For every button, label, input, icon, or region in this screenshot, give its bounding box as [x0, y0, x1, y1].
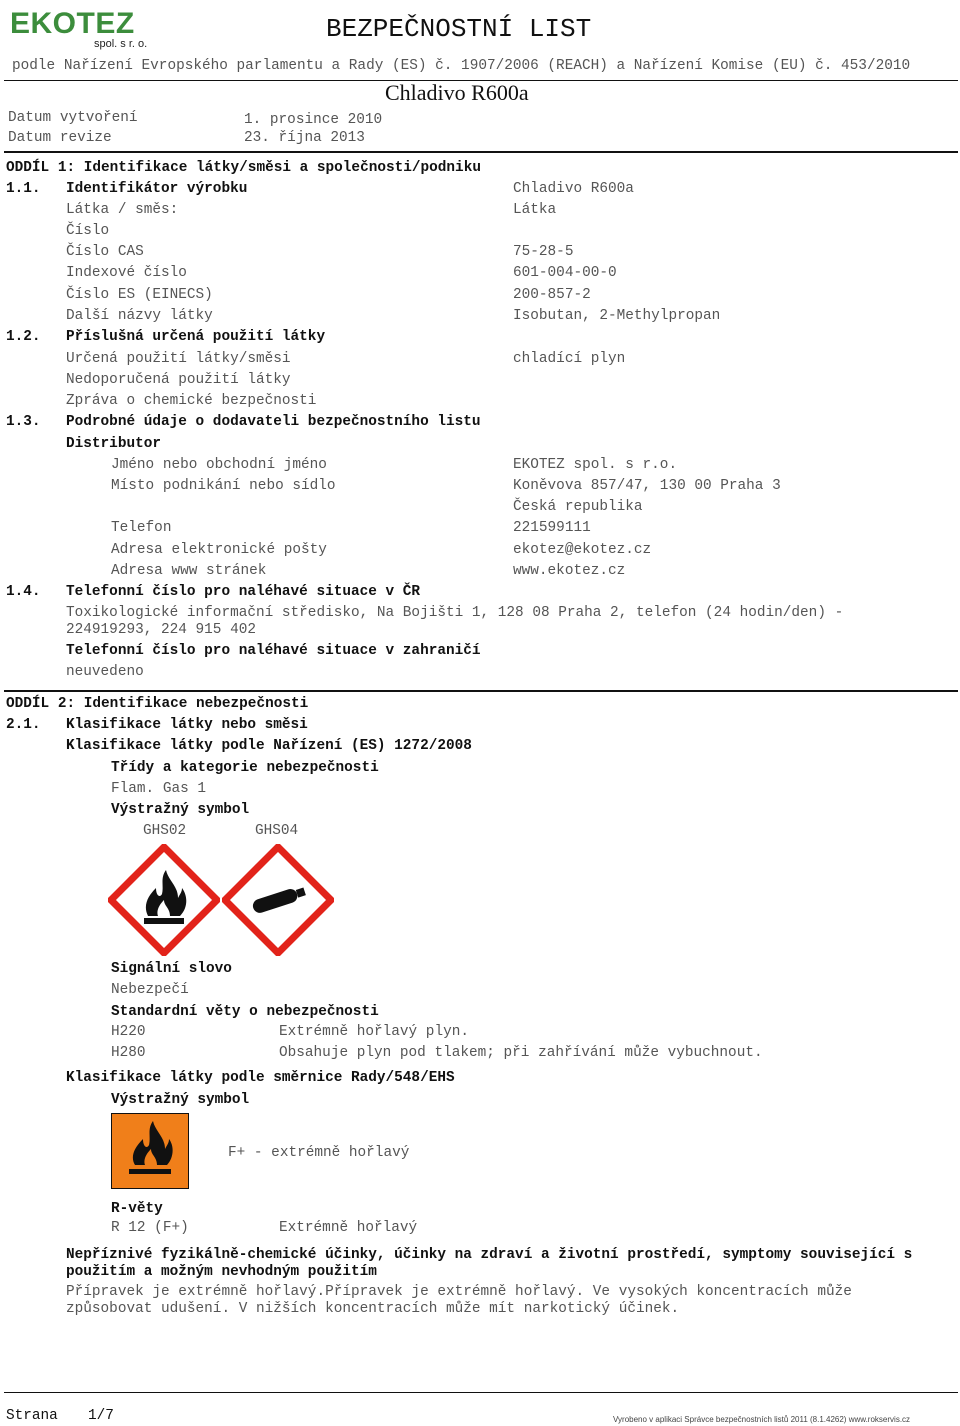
company-logo: [8, 6, 158, 50]
revised-label: Datum revize: [8, 130, 112, 146]
effects-text-line1: Přípravek je extrémně hořlavý.Přípravek je extrémně hořlavý. Ve vysokých koncentracích může: [66, 1284, 852, 1300]
web-value[interactable]: www.ekotez.cz: [513, 563, 626, 579]
footer-divider: [4, 1392, 958, 1393]
generator-note: Vyrobeno v aplikaci Správce bezpečnostních listů 2011 (8.1.4262) www.rokservis.cz: [613, 1415, 911, 1424]
regulation-line: podle Nařízení Evropského parlamentu a Rady (ES) č. 1907/2006 (REACH) a Nařízení Komise (EU) č. 453/2010: [12, 58, 911, 74]
page-number: 1/7: [88, 1408, 114, 1424]
report-label: Zpráva o chemické bezpečnosti: [66, 393, 317, 409]
company-name-value: EKOTEZ spol. s r.o.: [513, 457, 678, 473]
cas-value: 75-28-5: [513, 244, 574, 260]
use-value: chladící plyn: [513, 351, 626, 367]
header-divider-2: [4, 151, 958, 153]
hazard-classes-value: Flam. Gas 1: [111, 781, 206, 797]
hazard-statements-title: Standardní věty o nebezpečnosti: [111, 1004, 379, 1020]
dsd-flammable-icon: [111, 1113, 189, 1189]
hazard-classes-title: Třídy a kategorie nebezpečnosti: [111, 760, 379, 776]
s14-text-line2: 224919293, 224 915 402: [66, 622, 256, 638]
s13-title: Podrobné údaje o dodavateli bezpečnostního listu: [66, 414, 481, 430]
abroad-value: neuvedeno: [66, 664, 144, 680]
created-value: 1. prosince 2010: [244, 112, 383, 128]
logo-name: EKOTEZ: [10, 7, 135, 40]
s12-number: 1.2.: [6, 329, 41, 345]
h220-text: Extrémně hořlavý plyn.: [279, 1024, 469, 1040]
ghs04-code: GHS04: [255, 823, 299, 839]
section2-heading: ODDÍL 2: Identifikace nebezpečnosti: [6, 696, 309, 712]
r-phrases-title: R-věty: [111, 1201, 163, 1217]
address-value-1: Koněvova 857/47, 130 00 Praha 3: [513, 478, 781, 494]
dsd-title: Klasifikace látky podle směrnice Rady/548/EHS: [66, 1070, 455, 1086]
s14-number: 1.4.: [6, 584, 41, 600]
email-value[interactable]: ekotez@ekotez.cz: [513, 542, 652, 558]
ghs02-flame-icon: [108, 844, 220, 956]
effects-title-line1: Nepříznivé fyzikálně-chemické účinky, účinky na zdraví a životní prostředí, symptomy související s: [66, 1247, 913, 1263]
dsd-symbol-text: F+ - extrémně hořlavý: [228, 1145, 410, 1161]
h280-text: Obsahuje plyn pod tlakem; při zahřívání může vybuchnout.: [279, 1045, 763, 1061]
ghs02-code: GHS02: [143, 823, 187, 839]
logo-subtitle: spol. s r. o.: [94, 38, 148, 50]
s14-title: Telefonní číslo pro naléhavé situace v ČR: [66, 584, 421, 600]
r12-text: Extrémně hořlavý: [279, 1220, 418, 1236]
product-name: Chladivo R600a: [385, 80, 529, 105]
other-names-value: Isobutan, 2-Methylpropan: [513, 308, 721, 324]
revised-value: 23. října 2013: [244, 130, 365, 146]
s11-title: Identifikátor výrobku: [66, 181, 248, 197]
other-names-label: Další názvy látky: [66, 308, 213, 324]
document-title: BEZPEČNOSTNÍ LIST: [326, 14, 592, 44]
s21-title: Klasifikace látky nebo směsi: [66, 717, 308, 733]
r12-code: R 12 (F+): [111, 1220, 189, 1236]
substance-label: Látka / směs:: [66, 202, 179, 218]
address-label: Místo podnikání nebo sídlo: [111, 478, 336, 494]
cas-label: Číslo CAS: [66, 244, 144, 260]
es-label: Číslo ES (EINECS): [66, 287, 213, 303]
phone-value: 221599111: [513, 520, 591, 536]
dsd-symbol-title: Výstražný symbol: [111, 1092, 250, 1108]
use-label: Určená použití látky/směsi: [66, 351, 291, 367]
es-value: 200-857-2: [513, 287, 591, 303]
signal-word-value: Nebezpečí: [111, 982, 189, 998]
effects-title-line2: použitím a možným nevhodným použitím: [66, 1264, 377, 1280]
email-label: Adresa elektronické pošty: [111, 542, 327, 558]
substance-value: Látka: [513, 202, 557, 218]
h280-code: H280: [111, 1045, 146, 1061]
clp-title: Klasifikace látky podle Nařízení (ES) 1272/2008: [66, 738, 472, 754]
index-label: Indexové číslo: [66, 265, 187, 281]
abroad-title: Telefonní číslo pro naléhavé situace v zahraničí: [66, 643, 481, 659]
signal-word-title: Signální slovo: [111, 961, 232, 977]
s14-text-line1: Toxikologické informační středisko, Na Bojišti 1, 128 08 Praha 2, telefon (24 hodin/den) -: [66, 605, 844, 621]
s13-number: 1.3.: [6, 414, 41, 430]
ghs-symbol-title: Výstražný symbol: [111, 802, 250, 818]
number-label: Číslo: [66, 223, 110, 239]
nonuse-label: Nedoporučená použití látky: [66, 372, 291, 388]
distributor-heading: Distributor: [66, 436, 161, 452]
s21-number: 2.1.: [6, 717, 41, 733]
s11-number: 1.1.: [6, 181, 41, 197]
page-label: Strana: [6, 1408, 58, 1424]
web-label: Adresa www stránek: [111, 563, 267, 579]
created-label: Datum vytvoření: [8, 110, 138, 126]
s12-title: Příslušná určená použití látky: [66, 329, 326, 345]
h220-code: H220: [111, 1024, 146, 1040]
phone-label: Telefon: [111, 520, 172, 536]
address-value-2: Česká republika: [513, 499, 643, 515]
section1-heading: ODDÍL 1: Identifikace látky/směsi a společnosti/podniku: [6, 160, 481, 176]
index-value: 601-004-00-0: [513, 265, 617, 281]
ghs04-gas-cylinder-icon: [222, 844, 334, 956]
section-divider: [4, 690, 958, 692]
company-name-label: Jméno nebo obchodní jméno: [111, 457, 327, 473]
effects-text-line2: způsobovat udušení. V nižších koncentracích může mít narkotický účinek.: [66, 1301, 680, 1317]
s11-value: Chladivo R600a: [513, 181, 634, 197]
